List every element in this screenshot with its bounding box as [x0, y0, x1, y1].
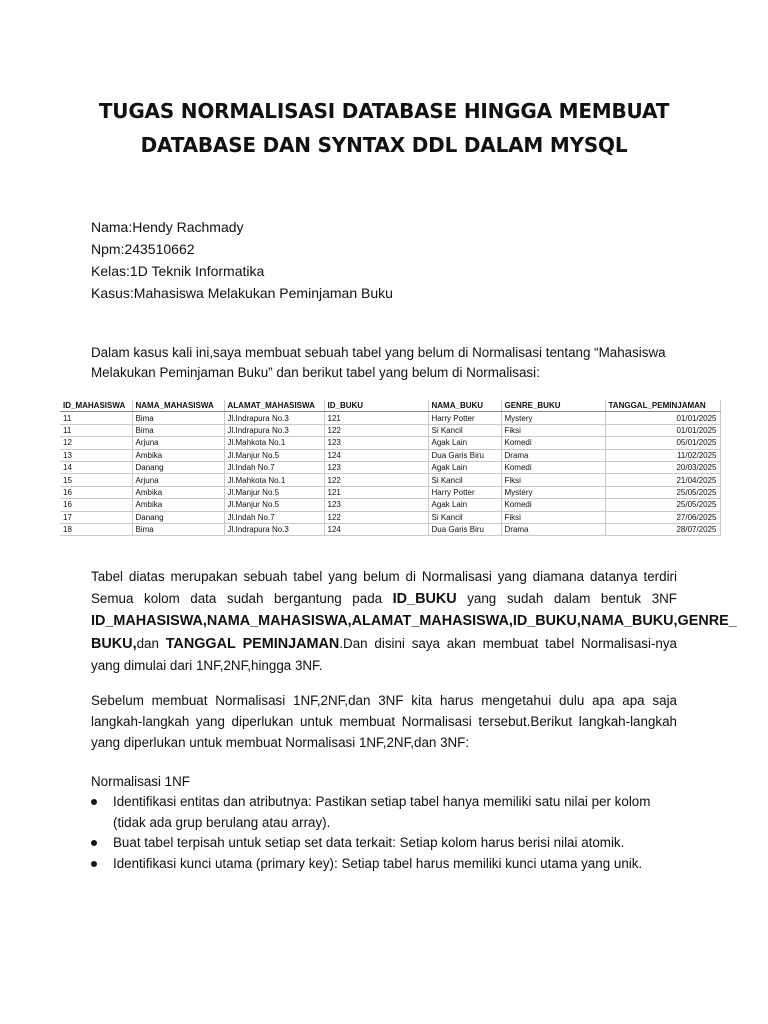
table-cell: 01/01/2025 [605, 412, 720, 424]
table-cell: Jl.Mahkota No.1 [224, 437, 324, 449]
para2-bold-tanggal: TANGGAL PEMINJAMAN [165, 635, 340, 652]
unnormalized-table [60, 400, 721, 536]
table-cell: Komedi [501, 461, 605, 473]
title-line-1: TUGAS NORMALISASI DATABASE HINGGA MEMBUAT [98, 99, 670, 123]
table-cell: 124 [324, 523, 428, 535]
table-cell: 20/03/2025 [605, 461, 720, 473]
table-cell: 12 [60, 437, 132, 449]
table-cell: Komedi [501, 437, 605, 449]
table-cell: Fiksi [501, 474, 605, 486]
steps-bullet-list [91, 792, 681, 874]
table-row [60, 424, 720, 436]
para2-text-2: yang sudah dalam bentuk 3NF [456, 590, 677, 606]
table-cell: 122 [324, 511, 428, 523]
table-cell: 123 [324, 499, 428, 511]
table-cell: 122 [324, 424, 428, 436]
table-cell: 11 [60, 412, 132, 424]
table-cell: 13 [60, 449, 132, 461]
table-cell: Jl.Manjur No.5 [224, 449, 324, 461]
table-cell: 25/05/2025 [605, 486, 720, 498]
table-cell: Si Kancil [428, 511, 501, 523]
table-cell: 28/07/2025 [605, 523, 720, 535]
table-cell: 11 [60, 424, 132, 436]
table-row [60, 461, 720, 473]
identity-kelas: Kelas:1D Teknik Informatika [91, 263, 265, 279]
table-cell: Bima [132, 424, 224, 436]
table-cell: Mystery [501, 486, 605, 498]
table-cell: 21/04/2025 [605, 474, 720, 486]
table-cell: Si Kancil [428, 424, 501, 436]
table-cell: Agak Lain [428, 437, 501, 449]
para2-text-1: Tabel diatas merupakan sebuah tabel yang belum di Normalisasi yang diamana datanya terdiri Semua kolom data sudah bergantung pada [91, 569, 677, 606]
bullet-dot-icon [91, 799, 97, 805]
table-cell: 121 [324, 412, 428, 424]
steps-intro-paragraph: Sebelum membuat Normalisasi 1NF,2NF,dan 3NF kita harus mengetahui dulu apa apa saja langkah-langkah yang diperlukan untuk membuat Normalisasi tersebut.Berikut langkah-langkah yang diperlukan untuk membuat Normalisasi 1NF,2NF,dan 3NF: [91, 693, 677, 750]
table-row [60, 499, 720, 511]
table-cell: Bima [132, 523, 224, 535]
para2-bold-columns: ID_MAHASISWA,NAMA_MAHASISWA,ALAMAT_MAHASISWA,ID_BUKU,NAMA_BUKU,GENRE_ BUKU, [91, 613, 737, 652]
table-cell: 124 [324, 449, 428, 461]
table-row [60, 437, 720, 449]
table-cell: Danang [132, 461, 224, 473]
para2-bold-id-buku: ID_BUKU [392, 590, 457, 607]
table-cell: 11/02/2025 [605, 449, 720, 461]
table-cell: 121 [324, 486, 428, 498]
table-cell: Ambika [132, 499, 224, 511]
bullet-dot-icon [91, 861, 97, 867]
normalisasi-1nf-heading: Normalisasi 1NF [91, 774, 190, 789]
table-cell: Arjuna [132, 474, 224, 486]
table-cell: Agak Lain [428, 461, 501, 473]
table-header-cell: TANGGAL_PEMINJAMAN [605, 400, 720, 412]
table-cell: Jl.Indah No.7 [224, 511, 324, 523]
table-cell: Drama [501, 523, 605, 535]
table-cell: Jl.Manjur No.5 [224, 486, 324, 498]
table-cell: 25/05/2025 [605, 499, 720, 511]
table-cell: Bima [132, 412, 224, 424]
table-cell: 123 [324, 437, 428, 449]
identity-block [91, 216, 393, 304]
identity-npm: Npm:243510662 [91, 241, 195, 257]
table-cell: Jl.Manjur No.5 [224, 499, 324, 511]
table-cell: Harry Potter [428, 412, 501, 424]
table-cell: Jl.Mahkota No.1 [224, 474, 324, 486]
table-cell: Fiksi [501, 424, 605, 436]
table-cell: Si Kancil [428, 474, 501, 486]
table-row [60, 523, 720, 535]
table-row [60, 511, 720, 523]
table-row [60, 449, 720, 461]
bullet-dot-icon [91, 840, 97, 846]
bullet-text: Identifikasi kunci utama (primary key): Setiap tabel harus memiliki kunci utama yang unik. [113, 855, 643, 871]
list-item [91, 833, 681, 854]
table-cell: Dua Garis Biru [428, 449, 501, 461]
para2-text-4: .Dan disini saya akan membuat tabel Normalisasi-nya yang dimulai dari 1NF,2NF,hingga 3NF. [91, 635, 677, 673]
table-cell: Fiksi [501, 511, 605, 523]
table-cell: 123 [324, 461, 428, 473]
table-cell: 05/01/2025 [605, 437, 720, 449]
table-cell: Ambika [132, 486, 224, 498]
table-cell: 122 [324, 474, 428, 486]
intro-paragraph: Dalam kasus kali ini,saya membuat sebuah tabel yang belum di Normalisasi tentang “Mahasiswa Melakukan Peminjaman Buku” dan berikut tabel yang belum di Normalisasi: [91, 345, 666, 380]
table-header-cell: NAMA_BUKU [428, 400, 501, 412]
table-cell: Arjuna [132, 437, 224, 449]
table-cell: 27/06/2025 [605, 511, 720, 523]
table-cell: Komedi [501, 499, 605, 511]
table-header-cell: ALAMAT_MAHASISWA [224, 400, 324, 412]
table-cell: Jl.Indrapura No.3 [224, 523, 324, 535]
table-row [60, 486, 720, 498]
table-body [60, 412, 720, 536]
identity-kasus: Kasus:Mahasiswa Melakukan Peminjaman Buku [91, 285, 393, 301]
table-cell: Danang [132, 511, 224, 523]
table-cell: Mystery [501, 412, 605, 424]
table-cell: 14 [60, 461, 132, 473]
table-cell: 01/01/2025 [605, 424, 720, 436]
table-cell: Jl.Indah No.7 [224, 461, 324, 473]
table-cell: 16 [60, 499, 132, 511]
document-title [60, 94, 708, 162]
unnormalized-table-image [60, 400, 717, 538]
table-cell: 16 [60, 486, 132, 498]
para2-text-3: dan [136, 635, 166, 651]
explanation-paragraph [91, 566, 737, 677]
table-cell: 18 [60, 523, 132, 535]
bullet-text: Buat tabel terpisah untuk setiap set data terkait: Setiap kolom harus berisi nilai atomik. [113, 835, 625, 850]
identity-nama: Nama:Hendy Rachmady [91, 219, 244, 235]
table-header-cell: NAMA_MAHASISWA [132, 400, 224, 412]
table-header-cell: ID_MAHASISWA [60, 400, 132, 412]
table-cell: Agak Lain [428, 499, 501, 511]
table-cell: Drama [501, 449, 605, 461]
title-line-2: DATABASE DAN SYNTAX DDL DALAM MYSQL [140, 133, 628, 157]
table-cell: Dua Garis Biru [428, 523, 501, 535]
table-cell: Jl.Indrapura No.3 [224, 412, 324, 424]
table-cell: Harry Potter [428, 486, 501, 498]
table-header-row [60, 400, 720, 412]
list-item [91, 854, 681, 875]
table-header-cell: ID_BUKU [324, 400, 428, 412]
table-cell: 15 [60, 474, 132, 486]
table-cell: Ambika [132, 449, 224, 461]
table-header-cell: GENRE_BUKU [501, 400, 605, 412]
table-row [60, 474, 720, 486]
bullet-text: Identifikasi entitas dan atributnya: Pastikan setiap tabel hanya memiliki satu nilai per kolom (tidak ada grup berulang atau array). [113, 794, 651, 830]
list-item [91, 792, 681, 833]
table-cell: Jl.Indrapura No.3 [224, 424, 324, 436]
table-row [60, 412, 720, 424]
table-cell: 17 [60, 511, 132, 523]
